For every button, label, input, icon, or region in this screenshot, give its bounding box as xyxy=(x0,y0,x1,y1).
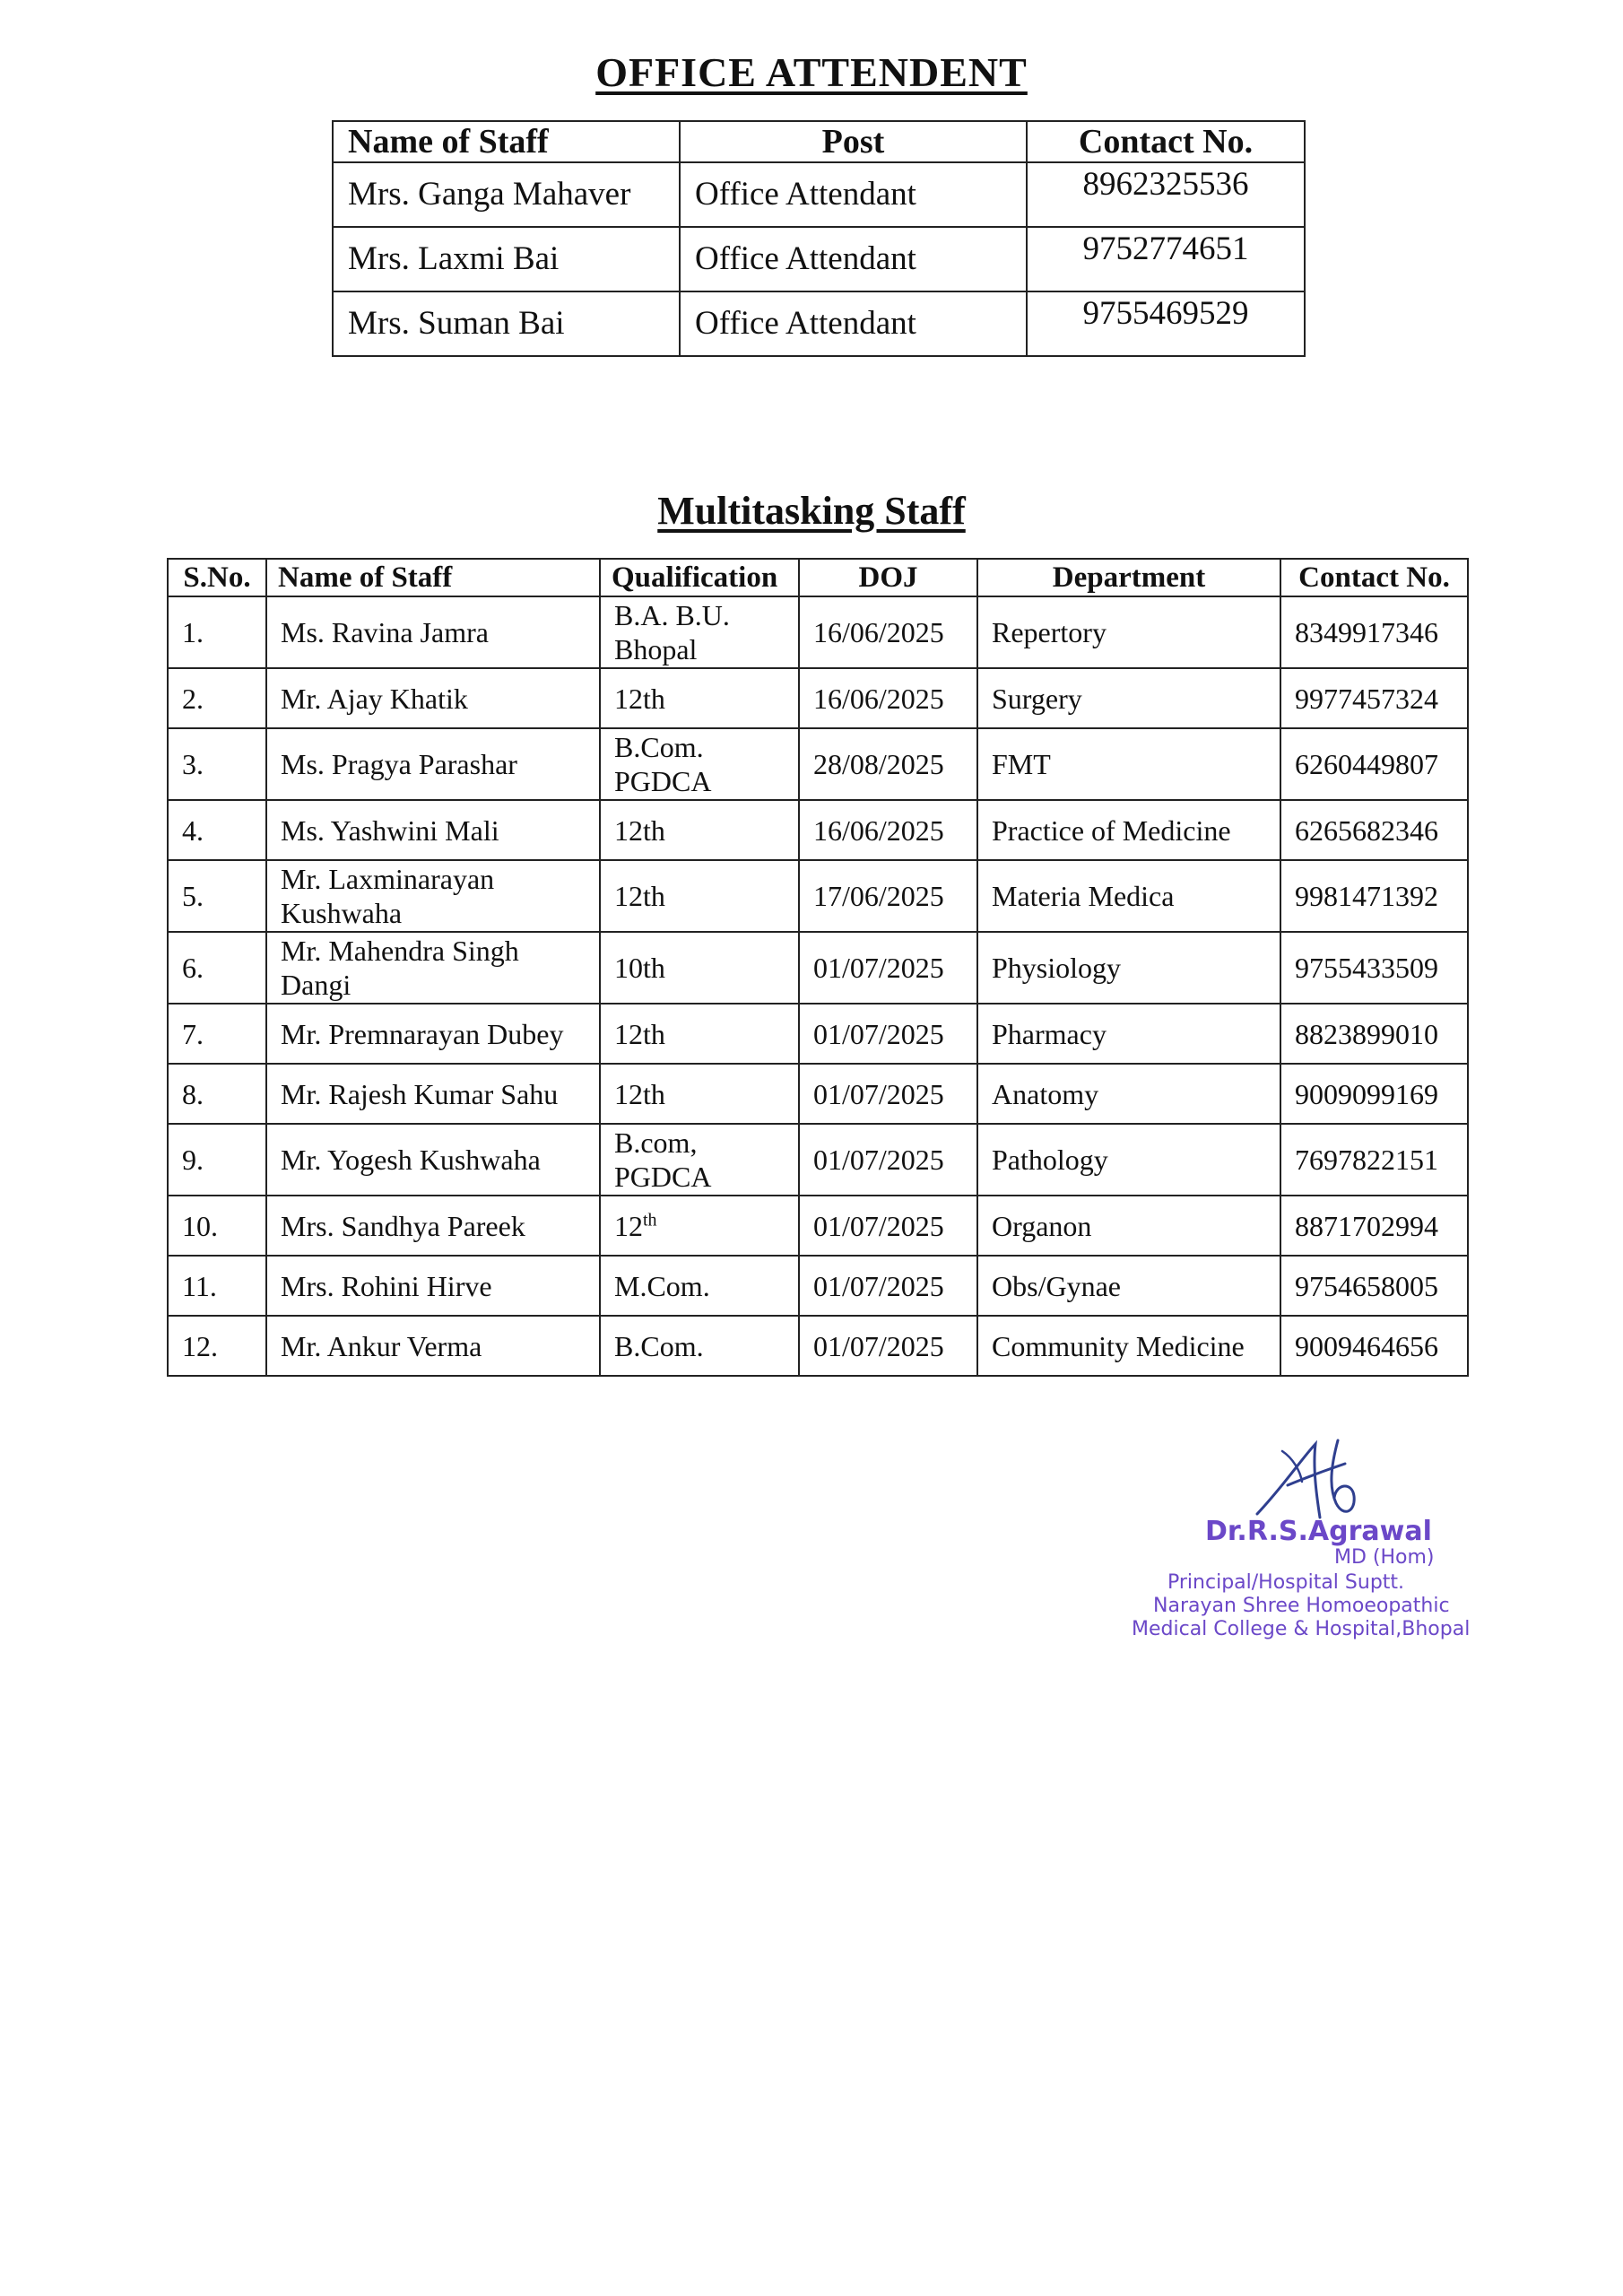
date-of-joining: 01/07/2025 xyxy=(799,932,977,1004)
qualification: B.Com. PGDCA xyxy=(600,728,799,800)
staff-contact: 9755469529 xyxy=(1027,291,1305,356)
department: Organon xyxy=(977,1196,1280,1256)
date-of-joining: 01/07/2025 xyxy=(799,1196,977,1256)
table-row xyxy=(168,1316,1468,1376)
staff-contact: 9009464656 xyxy=(1280,1316,1468,1376)
table-row xyxy=(168,800,1468,860)
date-of-joining: 01/07/2025 xyxy=(799,1316,977,1376)
department: Pharmacy xyxy=(977,1004,1280,1064)
qualification-superscript: th xyxy=(643,1209,657,1230)
staff-contact: 8823899010 xyxy=(1280,1004,1468,1064)
date-of-joining: 01/07/2025 xyxy=(799,1124,977,1196)
department: Pathology xyxy=(977,1124,1280,1196)
staff-name: Mr. Premnarayan Dubey xyxy=(266,1004,600,1064)
staff-post: Office Attendant xyxy=(680,162,1027,227)
staff-name: Mr. Ankur Verma xyxy=(266,1316,600,1376)
qualification: 12th xyxy=(600,860,799,932)
serial-number: 1. xyxy=(168,596,266,668)
staff-contact: 6260449807 xyxy=(1280,728,1468,800)
date-of-joining: 16/06/2025 xyxy=(799,800,977,860)
department: FMT xyxy=(977,728,1280,800)
qualification xyxy=(600,1196,799,1256)
stamp-title: Principal/Hospital Suptt. xyxy=(1167,1571,1405,1594)
qualification: 10th xyxy=(600,932,799,1004)
stamp-org-line1: Narayan Shree Homoeopathic xyxy=(1153,1595,1450,1617)
stamp-name: Dr.R.S.Agrawal xyxy=(1205,1516,1432,1547)
office-attendant-table xyxy=(332,120,1306,357)
header-name-of-staff: Name of Staff xyxy=(333,121,680,162)
serial-number: 9. xyxy=(168,1124,266,1196)
principal-stamp xyxy=(1132,1431,1508,1656)
qualification: B.A. B.U. Bhopal xyxy=(600,596,799,668)
serial-number: 4. xyxy=(168,800,266,860)
staff-contact: 7697822151 xyxy=(1280,1124,1468,1196)
table-header-row xyxy=(168,559,1468,596)
staff-contact: 9754658005 xyxy=(1280,1256,1468,1316)
staff-name: Mr. Rajesh Kumar Sahu xyxy=(266,1064,600,1124)
staff-contact: 9981471392 xyxy=(1280,860,1468,932)
staff-contact: 9009099169 xyxy=(1280,1064,1468,1124)
table-row xyxy=(168,1124,1468,1196)
table-row xyxy=(168,1064,1468,1124)
date-of-joining: 16/06/2025 xyxy=(799,596,977,668)
serial-number: 6. xyxy=(168,932,266,1004)
header-department: Department xyxy=(977,559,1280,596)
staff-name: Mr. Ajay Khatik xyxy=(266,668,600,728)
staff-name: Mrs. Suman Bai xyxy=(333,291,680,356)
staff-contact: 9755433509 xyxy=(1280,932,1468,1004)
qualification: B.Com. xyxy=(600,1316,799,1376)
table-row xyxy=(333,162,1305,227)
table-row xyxy=(168,1256,1468,1316)
qualification: 12th xyxy=(600,800,799,860)
serial-number: 8. xyxy=(168,1064,266,1124)
staff-name: Mrs. Sandhya Pareek xyxy=(266,1196,600,1256)
serial-number: 12. xyxy=(168,1316,266,1376)
multitasking-staff-title: Multitasking Staff xyxy=(657,489,966,533)
table-row xyxy=(168,860,1468,932)
staff-contact: 8349917346 xyxy=(1280,596,1468,668)
qualification: B.com, PGDCA xyxy=(600,1124,799,1196)
department: Anatomy xyxy=(977,1064,1280,1124)
staff-name: Mrs. Ganga Mahaver xyxy=(333,162,680,227)
staff-name: Mr. Mahendra Singh Dangi xyxy=(266,932,600,1004)
department: Obs/Gynae xyxy=(977,1256,1280,1316)
multitasking-staff-table xyxy=(167,558,1469,1377)
date-of-joining: 16/06/2025 xyxy=(799,668,977,728)
department: Community Medicine xyxy=(977,1316,1280,1376)
table-row xyxy=(333,227,1305,291)
date-of-joining: 28/08/2025 xyxy=(799,728,977,800)
staff-contact: 9752774651 xyxy=(1027,227,1305,291)
date-of-joining: 17/06/2025 xyxy=(799,860,977,932)
staff-contact: 6265682346 xyxy=(1280,800,1468,860)
staff-name: Mr. Laxminarayan Kushwaha xyxy=(266,860,600,932)
staff-name: Ms. Ravina Jamra xyxy=(266,596,600,668)
serial-number: 3. xyxy=(168,728,266,800)
header-doj: DOJ xyxy=(799,559,977,596)
table-row xyxy=(168,932,1468,1004)
header-contact-no: Contact No. xyxy=(1280,559,1468,596)
header-contact-no: Contact No. xyxy=(1027,121,1305,162)
staff-name: Mr. Yogesh Kushwaha xyxy=(266,1124,600,1196)
header-sno: S.No. xyxy=(168,559,266,596)
staff-name: Mrs. Laxmi Bai xyxy=(333,227,680,291)
serial-number: 11. xyxy=(168,1256,266,1316)
staff-name: Ms. Yashwini Mali xyxy=(266,800,600,860)
date-of-joining: 01/07/2025 xyxy=(799,1004,977,1064)
staff-name: Ms. Pragya Parashar xyxy=(266,728,600,800)
staff-contact: 8871702994 xyxy=(1280,1196,1468,1256)
table-row xyxy=(168,1004,1468,1064)
department: Physiology xyxy=(977,932,1280,1004)
serial-number: 10. xyxy=(168,1196,266,1256)
staff-name: Mrs. Rohini Hirve xyxy=(266,1256,600,1316)
office-attendant-title: OFFICE ATTENDENT xyxy=(595,49,1028,95)
header-qualification: Qualification xyxy=(600,559,799,596)
staff-post: Office Attendant xyxy=(680,291,1027,356)
stamp-degree: MD (Hom) xyxy=(1334,1546,1435,1569)
date-of-joining: 01/07/2025 xyxy=(799,1256,977,1316)
staff-post: Office Attendant xyxy=(680,227,1027,291)
serial-number: 7. xyxy=(168,1004,266,1064)
department: Materia Medica xyxy=(977,860,1280,932)
qualification: 12th xyxy=(600,668,799,728)
table-row xyxy=(168,728,1468,800)
department: Surgery xyxy=(977,668,1280,728)
staff-contact: 9977457324 xyxy=(1280,668,1468,728)
staff-contact: 8962325536 xyxy=(1027,162,1305,227)
department: Practice of Medicine xyxy=(977,800,1280,860)
qualification: 12th xyxy=(600,1004,799,1064)
qualification: 12th xyxy=(600,1064,799,1124)
department: Repertory xyxy=(977,596,1280,668)
serial-number: 5. xyxy=(168,860,266,932)
date-of-joining: 01/07/2025 xyxy=(799,1064,977,1124)
header-name-of-staff: Name of Staff xyxy=(266,559,600,596)
stamp-org-line2: Medical College & Hospital,Bhopal xyxy=(1132,1618,1471,1640)
table-row xyxy=(168,668,1468,728)
table-header-row xyxy=(333,121,1305,162)
qualification-base: 12 xyxy=(614,1209,643,1242)
table-row xyxy=(168,1196,1468,1256)
header-post: Post xyxy=(680,121,1027,162)
serial-number: 2. xyxy=(168,668,266,728)
table-row xyxy=(333,291,1305,356)
qualification: M.Com. xyxy=(600,1256,799,1316)
table-row xyxy=(168,596,1468,668)
